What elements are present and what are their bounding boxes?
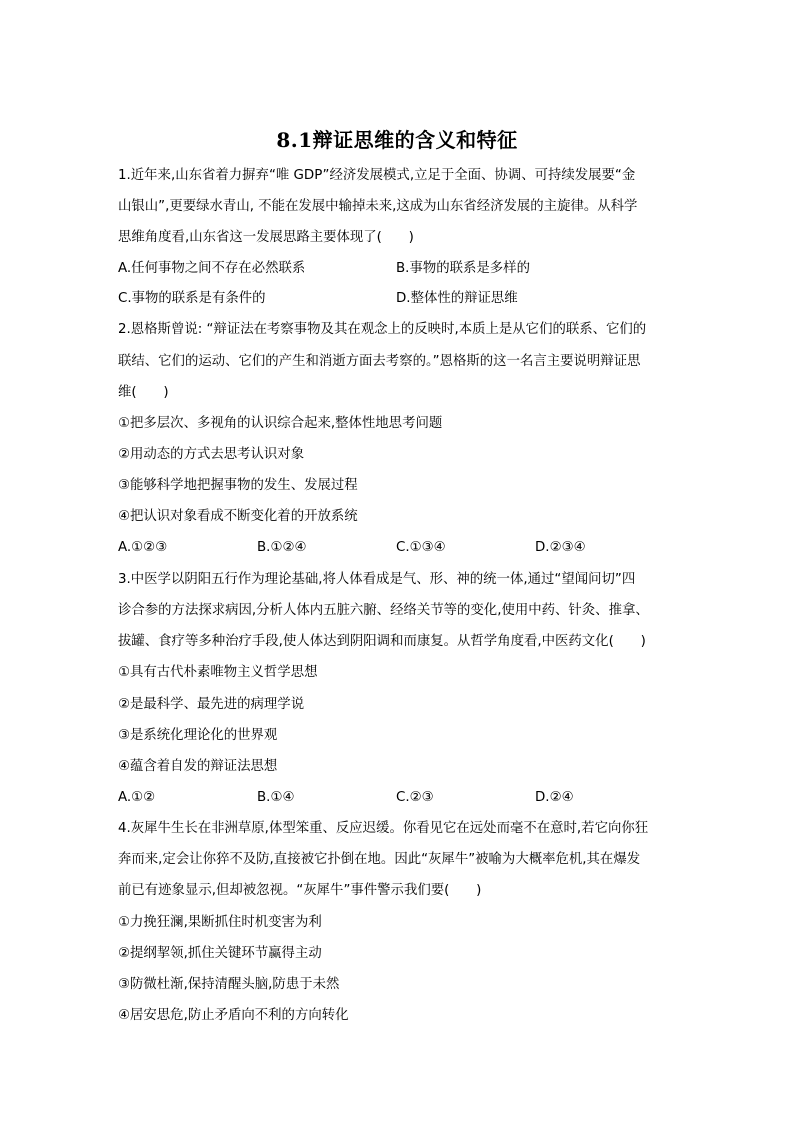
q3-stem-line-2: 诊合参的方法探求病因,分析人体内五脏六腑、经络关节等的变化,使用中药、针灸、推拿、 <box>118 603 649 618</box>
q2-option-c: C.①③④ <box>396 540 446 555</box>
q2-item-3: ③能够科学地把握事物的发生、发展过程 <box>118 478 358 493</box>
q1-option-a: A.任何事物之间不存在必然联系 <box>118 261 306 276</box>
q3-item-2: ②是最科学、最先进的病理学说 <box>118 697 305 712</box>
q2-item-2: ②用动态的方式去思考认识对象 <box>118 447 305 462</box>
q1-stem-line-3: 思维角度看,山东省这一发展思路主要体现了( ) <box>118 230 414 245</box>
q2-option-a: A.①②③ <box>118 540 168 555</box>
q3-option-c: C.②③ <box>396 790 434 805</box>
q3-option-b: B.①④ <box>257 790 295 805</box>
q3-option-d: D.②④ <box>535 790 574 805</box>
q4-item-2: ②提纲挈领,抓住关键环节赢得主动 <box>118 946 322 961</box>
q3-stem-line-3: 拔罐、食疗等多种治疗手段,使人体达到阴阳调和而康复。从哲学角度看,中医药文化( ) <box>118 634 646 649</box>
q3-stem-line-1: 3.中医学以阴阳五行作为理论基础,将人体看成是气、形、神的统一体,通过“望闻问切”四 <box>118 572 636 587</box>
q3-option-a: A.①② <box>118 790 156 805</box>
q2-item-4: ④把认识对象看成不断变化着的开放系统 <box>118 509 358 524</box>
q4-item-3: ③防微杜渐,保持清醒头脑,防患于未然 <box>118 977 340 992</box>
q2-option-b: B.①②④ <box>257 540 307 555</box>
q2-stem-line-2: 联结、它们的运动、它们的产生和消逝方面去考察的。”恩格斯的这一名言主要说明辩证思 <box>118 354 641 369</box>
q1-option-d: D.整体性的辩证思维 <box>396 291 518 306</box>
q2-option-d: D.②③④ <box>535 540 586 555</box>
q1-stem-line-2: 山银山”,更要绿水青山, 不能在发展中输掉未来,这成为山东省经济发展的主旋律。从科学 <box>118 199 638 214</box>
q1-option-c: C.事物的联系是有条件的 <box>118 291 266 306</box>
q3-item-1: ①具有古代朴素唯物主义哲学思想 <box>118 665 318 680</box>
q2-stem-line-3: 维( ) <box>118 385 169 400</box>
q1-stem-line-1: 1.近年来,山东省着力摒弃“唯 GDP”经济发展模式,立足于全面、协调、可持续发展要“金 <box>118 168 636 183</box>
q4-item-4: ④居安思危,防止矛盾向不利的方向转化 <box>118 1008 349 1023</box>
q2-item-1: ①把多层次、多视角的认识综合起来,整体性地思考问题 <box>118 416 443 431</box>
q4-item-1: ①力挽狂澜,果断抓住时机变害为利 <box>118 915 322 930</box>
q2-stem-line-1: 2.恩格斯曾说: “辩证法在考察事物及其在观念上的反映时,本质上是从它们的联系、它们的 <box>118 322 647 337</box>
page-title: 8.1辩证思维的含义和特征 <box>276 128 518 152</box>
q4-stem-line-3: 前已有迹象显示,但却被忽视。“灰犀牛”事件警示我们要( ) <box>118 883 482 898</box>
q1-option-b: B.事物的联系是多样的 <box>396 261 530 276</box>
q3-item-3: ③是系统化理论化的世界观 <box>118 728 278 743</box>
q3-item-4: ④蕴含着自发的辩证法思想 <box>118 759 278 774</box>
q4-stem-line-2: 奔而来,定会让你猝不及防,直接被它扑倒在地。因此“灰犀牛”被喻为大概率危机,其在爆发 <box>118 852 641 867</box>
q4-stem-line-1: 4.灰犀牛生长在非洲草原,体型笨重、反应迟缓。你看见它在远处而毫不在意时,若它向你狂 <box>118 821 649 836</box>
